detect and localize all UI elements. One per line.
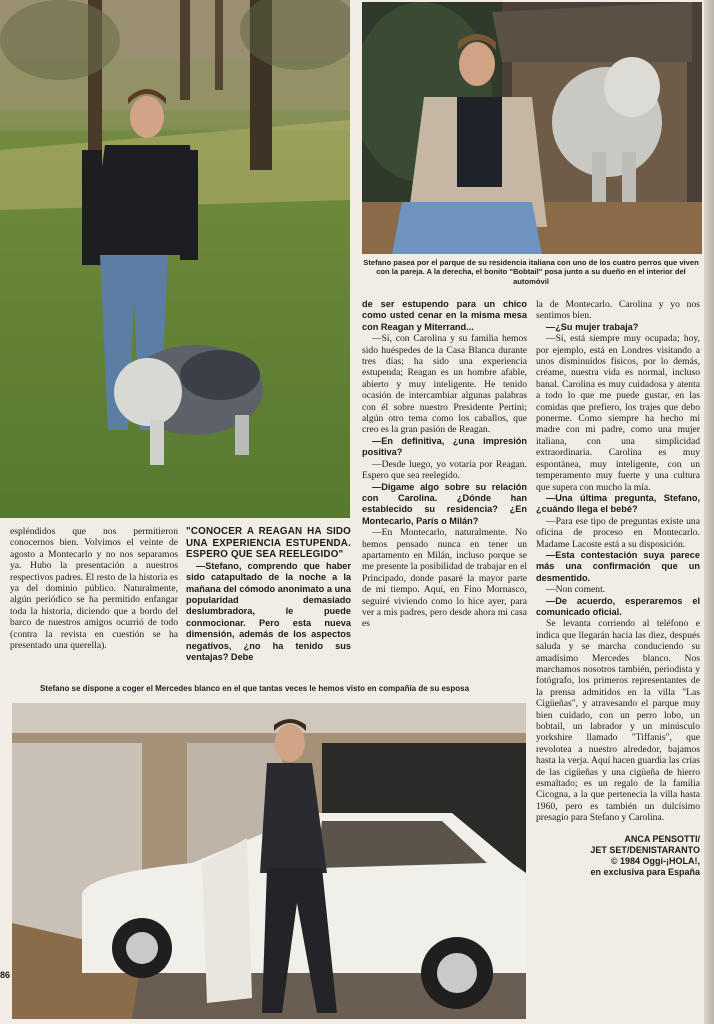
article-answer: —En Montecarlo, naturalmente. No hemos pensado nunca en tener un apartamento en Milán, incluso porque se me presente la posibilidad de trabajar en el Principado, donde pasaré la mayor parte de mi tiempo. Aquí, en Fino Mornasco, seguiré viviendo como lo hice ayer, para ver a mis padres, pero desde ahora mi casa es	[362, 527, 527, 630]
article-column-1	[10, 526, 178, 651]
article-question: —Digame algo sobre su relación con Carolina. ¿Dónde han establecido su residencia? ¿En Montecarlo, París o Milán?	[362, 481, 527, 526]
article-answer: la de Montecarlo. Carolina y yo nos sentimos bien.	[536, 299, 700, 322]
photo-caption-bottom: Stefano se dispone a coger el Mercedes blanco en el que tantas veces le hemos visto en compañía de su esposa	[40, 684, 470, 693]
article-answer: —Non coment.	[546, 584, 606, 596]
photo-man-with-mercedes	[12, 703, 526, 1019]
article-column-3	[362, 299, 527, 630]
article-answer: —Para ese tipo de preguntas existe una oficina de proceso en Montecarlo. Madame Lacoste está a su disposición.	[536, 515, 700, 550]
article-answer: —Desde luego, yo votaría por Reagan. Espero que sea reelegido.	[362, 458, 527, 482]
photo-caption-top: Stefano pasea por el parque de su residencia italiana con uno de los cuatro perros que viven con la pareja. A la derecha, el bonito "Bobtail" posa junto a su dueño en el interior del automóvil	[363, 258, 699, 286]
photo-man-in-car	[362, 2, 702, 254]
article-question: —Una última pregunta, Stefano, ¿cuándo llega el bebé?	[536, 492, 700, 515]
article-answer: —Sí, está siempre muy ocupada; hoy, por ejemplo, está en Londres visitando a unos disminuidos físicos, por lo demás, créame, nuestra vida es normal, incluso banal. Carolina es muy cuidadosa y atenta a todo lo que me puede gustar, en las comidas que prefiero, los trajes que debo ponerme. Como siempre ha hecho mi madre con mi padre, como una mujer italiana, con una simplicidad extraordinaria. Carolina es muy espontánea, muy inteligente, con un temperamento muy fuerte y una cultura que supera con mucho la mía.	[536, 333, 700, 493]
article-answer: —Sí, con Carolina y su familia hemos sido huéspedes de la Casa Blanca durante tres días; ha sido una experiencia estupenda; Reagan es un hombre afable, abierto y muy inteligente. He tenido ocasión de intercambiar algunas palabras con él sobre nuestro Presidente Pertini; algún otro tema como los caballos, que creo es la gran pasión de Reagan.	[362, 333, 527, 436]
article-question: —Esta contestación suya parece más una confirmación que un desmentido.	[536, 549, 700, 583]
article-question: —En definitiva, ¿una impresión positiva?	[362, 435, 527, 458]
article-answer: Se levanta corriendo al teléfono e indica que llegarán hacia las diez, después saluda y se marcha conduciendo su amadísimo Mercedes blanco. Nos marchamos nosotros también, periodista y fotógrafo, los primeros representantes de la prensa admitidos en la villa "Las Cigüeñas", y atravesando el parque muy bien cuidado, con un perro lobo, un bobtail, un labrador y un minúsculo yorkshire llamado "Tiffanis", que revolotea a nuestro alrededor, bajamos hasta la verja. Aquí hacen guardia las crías de las cigüeñas y una cigüeña de hierro esmaltado; es un regalo de la familia Cicogna, a la que pertenecía la villa hasta 1960, pero es también un dulcísimo presagio para Stefano y Carolina.	[536, 618, 700, 824]
article-question: de ser estupendo para un chico como usted cenar en la misma mesa con Reagan y Miterrand...	[362, 299, 527, 332]
article-paragraph: espléndidos que nos permitieron conocernos bien. Volvimos el veinte de agosto a Montecarlo y no nos separamos ya. Hubo la presentación a nuestros respectivos padres. El resto de la historia es ya del dominio público. Naturalmente, algún periódico se ha permitido enfangar toda la historia, diciendo que a bordo del barco de nuestros amigos ocurrió de todo (contra la revista en cuestión se ha presentado una querella).	[10, 526, 178, 652]
article-question: —De acuerdo, esperaremos el comunicado oficial.	[536, 595, 700, 617]
article-question: —Stefano, comprendo que haber sido catapultado de la noche a la mañana del cómodo anonimato a una popularidad demasiado deslumbradora, le puede conmocionar. Pero esta nueva dimensión, además de los aspectos negativos, ¿no ha tenido sus ventajas? Debe	[186, 560, 351, 663]
article-column-2	[186, 526, 351, 663]
article-column-4	[536, 299, 700, 878]
photo-man-with-dog	[0, 0, 350, 518]
photo-credit: ANCA PENSOTTI/ JET SET/DENISTARANTO © 1984 Oggi-¡HOLA!, en exclusiva para España	[590, 833, 700, 877]
page-number: 86	[0, 970, 11, 980]
article-question: —¿Su mujer trabaja?	[546, 321, 639, 332]
article-subheading: "CONOCER A REAGAN HA SIDO UNA EXPERIENCIA ESTUPENDA. ESPERO QUE SEA REELEGIDO"	[186, 526, 351, 561]
page-edge	[704, 0, 714, 1024]
